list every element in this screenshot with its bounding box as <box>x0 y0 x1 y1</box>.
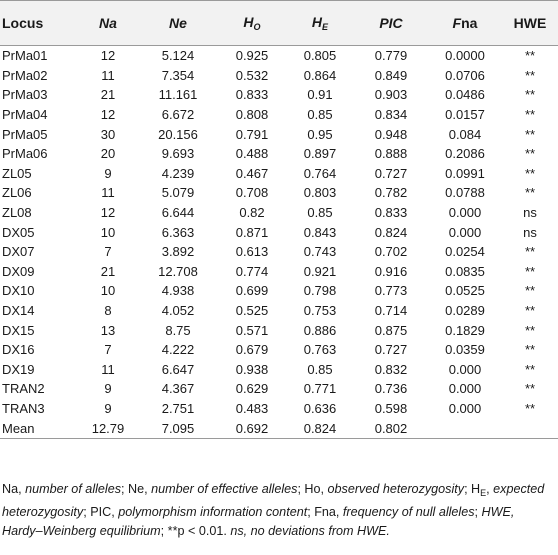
table-cell: ** <box>524 126 536 142</box>
table-cell: 6.363 <box>161 224 195 240</box>
table-cell: 0.0991 <box>445 165 485 181</box>
table-cell: 0.714 <box>374 303 408 319</box>
table-cell: ns <box>523 205 537 221</box>
table-cell: 0.833 <box>374 205 408 221</box>
table-cell <box>502 418 558 438</box>
table-cell: Mean <box>0 418 78 438</box>
table-cell: ZL05 <box>2 165 32 181</box>
table-cell: 0.95 <box>307 126 333 142</box>
table-cell: 8 <box>104 303 112 319</box>
table-cell: ** <box>524 400 536 416</box>
table-cell: 20 <box>100 146 116 162</box>
table-cell: 7 <box>104 342 112 358</box>
table-cell: 0.000 <box>448 224 482 240</box>
table-cell: ** <box>524 146 536 162</box>
table-cell: 21 <box>100 263 116 279</box>
table-cell: 0.702 <box>374 244 408 260</box>
table-cell: TRAN2 <box>2 381 45 397</box>
table-row <box>0 124 558 144</box>
table-cell: 0.864 <box>303 67 337 83</box>
table-cell: 0.679 <box>235 342 269 358</box>
table-cell: 7 <box>104 244 112 260</box>
table-cell: 0.0254 <box>445 244 485 260</box>
table-cell: 0.736 <box>374 381 408 397</box>
table-row <box>0 183 558 203</box>
table-row <box>0 399 558 419</box>
table-cell: 0.692 <box>218 418 286 438</box>
table-cell: 9.693 <box>161 146 195 162</box>
table-cell: 13 <box>100 322 116 338</box>
table-cell: DX05 <box>2 224 35 240</box>
table-cell: 0.849 <box>374 67 408 83</box>
table-cell: 6.672 <box>161 107 195 123</box>
table-row <box>0 418 558 438</box>
table-cell: 0.727 <box>374 165 408 181</box>
table-cell: 0.824 <box>286 418 354 438</box>
table-cell: ** <box>524 381 536 397</box>
table-cell: 7.354 <box>161 67 195 83</box>
table-cell: DX16 <box>2 342 35 358</box>
table-cell: ** <box>524 342 536 358</box>
table-row <box>0 320 558 340</box>
table-row <box>0 301 558 321</box>
table-cell: 0.916 <box>374 263 408 279</box>
table-cell: 0.084 <box>448 126 482 142</box>
table-cell: 0.832 <box>374 361 408 377</box>
table-row <box>0 203 558 223</box>
table-cell: ** <box>524 283 536 299</box>
table-cell: 0.833 <box>235 87 269 103</box>
table-cell: 9 <box>104 381 112 397</box>
table-cell: 0.0289 <box>445 303 485 319</box>
table-cell: 0.000 <box>448 361 482 377</box>
table-cell: 12.79 <box>78 418 138 438</box>
table-cell: 10 <box>100 283 116 299</box>
table-row <box>0 262 558 282</box>
header-row <box>0 1 558 46</box>
table-cell: 11 <box>101 67 115 83</box>
table-cell: 0.921 <box>303 263 337 279</box>
header-he: $H_E$ <box>286 1 354 46</box>
header-ho: $H_O$ <box>218 1 286 46</box>
table-cell: ** <box>524 67 536 83</box>
table-cell: ** <box>524 107 536 123</box>
table-cell: PrMa06 <box>2 146 48 162</box>
table-cell: 4.367 <box>161 381 195 397</box>
table-cell: ** <box>524 87 536 103</box>
table-cell: 30 <box>100 126 116 142</box>
table-cell: 0.782 <box>374 185 408 201</box>
table-cell: DX14 <box>2 303 35 319</box>
table-cell: 4.239 <box>161 165 195 181</box>
table-cell: ** <box>524 322 536 338</box>
table-cell: 0.2086 <box>445 146 485 162</box>
table-cell: 7.095 <box>138 418 218 438</box>
table-cell: 0.488 <box>235 146 269 162</box>
table-cell: 0.85 <box>307 205 333 221</box>
table-cell: 11 <box>101 361 115 377</box>
table-cell: 0.948 <box>374 126 408 142</box>
table-row <box>0 164 558 184</box>
table-cell: 0.629 <box>235 381 269 397</box>
table-cell: 12 <box>100 48 116 64</box>
table-cell: 5.124 <box>161 48 195 64</box>
table-cell: 0.85 <box>307 361 333 377</box>
table-cell: PrMa01 <box>2 48 48 64</box>
table-cell: 0.1829 <box>445 322 485 338</box>
table-cell: 0.0835 <box>445 263 485 279</box>
header-pic: PIC <box>354 1 428 46</box>
table-cell: 0.0788 <box>445 185 485 201</box>
table-cell: 0.791 <box>235 126 269 142</box>
table-cell: 20.156 <box>158 126 198 142</box>
table-row <box>0 379 558 399</box>
table-cell: 0.753 <box>303 303 337 319</box>
table-cell: 9 <box>104 165 112 181</box>
table-cell: ** <box>524 361 536 377</box>
table-cell: 0.888 <box>374 146 408 162</box>
table-body <box>0 46 558 439</box>
table-cell: 0.805 <box>303 48 337 64</box>
table-cell: 0.824 <box>374 224 408 240</box>
table-cell: ** <box>524 185 536 201</box>
table-cell: 11 <box>101 185 115 201</box>
table-cell: 0.773 <box>374 283 408 299</box>
table-cell: 0.613 <box>235 244 269 260</box>
table-cell: 0.571 <box>235 322 269 338</box>
table-cell: 0.525 <box>235 303 269 319</box>
header-ne: Ne <box>138 1 218 46</box>
table-cell: ns <box>523 224 537 240</box>
table-cell: 0.808 <box>235 107 269 123</box>
table-row <box>0 222 558 242</box>
table-cell: 4.052 <box>161 303 195 319</box>
table-cell: 0.779 <box>374 48 408 64</box>
table-cell: 0.82 <box>239 205 265 221</box>
table-cell: 0.699 <box>235 283 269 299</box>
table-cell: 0.000 <box>448 381 482 397</box>
table-row <box>0 144 558 164</box>
table-cell: 0.843 <box>303 224 337 240</box>
table-cell: 0.467 <box>235 165 269 181</box>
table-cell: ZL08 <box>2 205 32 221</box>
table-cell: PrMa05 <box>2 126 48 142</box>
table-cell <box>428 418 502 438</box>
table-cell: DX09 <box>2 263 35 279</box>
table-cell: 0.0359 <box>445 342 485 358</box>
table-cell: DX15 <box>2 322 35 338</box>
table-cell: ** <box>524 303 536 319</box>
table-cell: 0.000 <box>448 205 482 221</box>
table-cell: 11.161 <box>158 87 198 103</box>
table-cell: 12 <box>100 205 116 221</box>
table-cell: 2.751 <box>161 400 195 416</box>
table-row <box>0 242 558 262</box>
table-cell: 0.774 <box>235 263 269 279</box>
header-locus: Locus <box>0 1 78 46</box>
table-cell: 0.802 <box>354 418 428 438</box>
table-cell: 0.708 <box>235 185 269 201</box>
table-cell: 0.803 <box>303 185 337 201</box>
table-cell: 3.892 <box>161 244 195 260</box>
table-cell: 0.743 <box>303 244 337 260</box>
table-cell: 0.834 <box>374 107 408 123</box>
table-cell: 0.771 <box>303 381 337 397</box>
table-cell: ** <box>524 244 536 260</box>
table-cell: DX10 <box>2 283 35 299</box>
table-cell: DX19 <box>2 361 35 377</box>
table-cell: 0.871 <box>235 224 269 240</box>
table-cell: 9 <box>104 400 112 416</box>
table-cell: 0.0525 <box>445 283 485 299</box>
table-cell: 0.0706 <box>445 67 485 83</box>
table-cell: 0.875 <box>374 322 408 338</box>
table-cell: 0.925 <box>235 48 269 64</box>
table-cell: PrMa02 <box>2 67 48 83</box>
table-row <box>0 281 558 301</box>
table-row <box>0 85 558 105</box>
table-row <box>0 46 558 66</box>
table-cell: 12 <box>100 107 116 123</box>
table-cell: 0.764 <box>303 165 337 181</box>
table-footnote: Na, number of alleles; Ne, number of effective alleles; Ho, observed heterozygosity; $H_E$, expected heterozygosity; PIC, polymorphism information content; Fna, frequency of null alleles; HWE, Hardy–Weinberg equilibrium; **p < 0.01. ns, no deviations from HWE. <box>2 482 545 538</box>
table-cell: 0.763 <box>303 342 337 358</box>
table-cell: 0.897 <box>303 146 337 162</box>
table-cell: 0.0000 <box>445 48 485 64</box>
table-cell: 12.708 <box>158 263 198 279</box>
table-cell: 0.598 <box>374 400 408 416</box>
table-cell: 0.636 <box>303 400 337 416</box>
table-cell: 0.000 <box>448 400 482 416</box>
table-cell: 0.85 <box>307 107 333 123</box>
table-row <box>0 360 558 380</box>
header-na: Na <box>78 1 138 46</box>
table-cell: 0.532 <box>235 67 269 83</box>
table-row <box>0 105 558 125</box>
table-cell: 21 <box>100 87 116 103</box>
table-cell: 0.0157 <box>445 107 485 123</box>
table-cell: 8.75 <box>165 322 191 338</box>
table-cell: 6.647 <box>161 361 195 377</box>
table-cell: TRAN3 <box>2 400 45 416</box>
table-row <box>0 66 558 86</box>
table-cell: 4.938 <box>161 283 195 299</box>
table-cell: 6.644 <box>161 205 195 221</box>
table-cell: 4.222 <box>161 342 195 358</box>
table-cell: ** <box>524 165 536 181</box>
header-fna: Fna <box>428 1 502 46</box>
table-cell: 0.91 <box>307 87 333 103</box>
table-cell: 0.886 <box>303 322 337 338</box>
table-cell: 0.798 <box>303 283 337 299</box>
table-cell: 5.079 <box>161 185 195 201</box>
table-cell: PrMa04 <box>2 107 48 123</box>
table-cell: ** <box>524 263 536 279</box>
table-cell: 0.903 <box>374 87 408 103</box>
table-cell: ZL06 <box>2 185 32 201</box>
table-cell: 0.727 <box>374 342 408 358</box>
table-cell: 0.0486 <box>445 87 485 103</box>
header-hwe: HWE <box>502 1 558 46</box>
table-row <box>0 340 558 360</box>
table-cell: 0.483 <box>235 400 269 416</box>
table-cell: 0.938 <box>235 361 269 377</box>
table-cell: 10 <box>100 224 116 240</box>
table-cell: ** <box>524 48 536 64</box>
table-cell: PrMa03 <box>2 87 48 103</box>
table-cell: DX07 <box>2 244 35 260</box>
